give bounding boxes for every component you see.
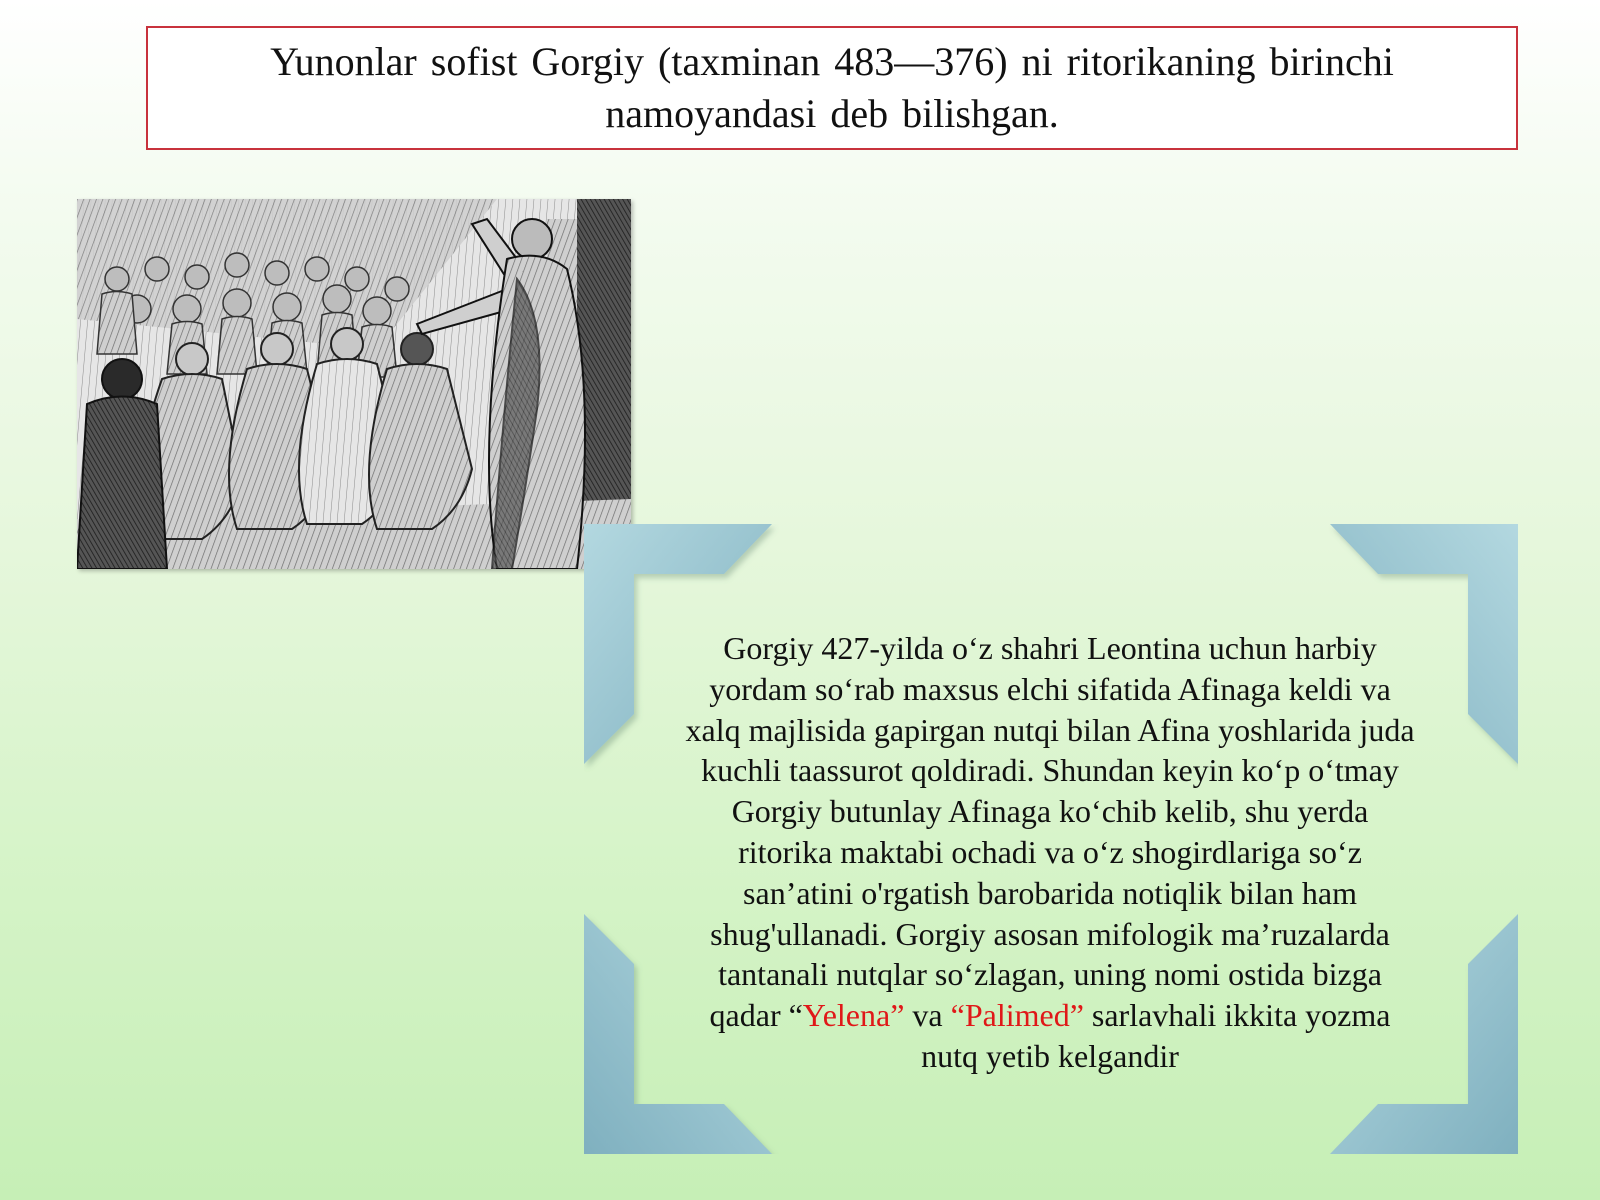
- body-line: yordam so‘rab maxsus elchi sifatida Afinaga keldi va: [709, 670, 1391, 707]
- body-line: tantanali nutqlar so‘zlagan, uning nomi ostida bizga: [718, 956, 1382, 993]
- greek-orator-engraving-icon: [77, 199, 631, 569]
- gorgiy-biography: [600, 628, 1500, 1077]
- body-line: kuchli taassurot qoldiradi. Shundan keyin ko‘p o‘tmay: [701, 752, 1399, 789]
- body-line: Gorgiy 427-yilda o‘z shahri Leontina uchun harbiy: [723, 630, 1377, 666]
- body-line: Gorgiy butunlay Afinaga ko‘chib kelib, shu yerda: [731, 793, 1369, 830]
- body-line-mid: va: [904, 997, 951, 1034]
- body-line: san’atini o'rgatish barobarida notiqlik bilan ham: [743, 874, 1357, 911]
- work-title-yelena: Yelena”: [802, 997, 905, 1034]
- body-line-post: sarlavhali ikkita yozma: [1083, 997, 1391, 1034]
- slide-title: [270, 36, 1394, 140]
- title-line-1: Yunonlar sofist Gorgiy (taxminan 483—376) ni ritorikaning birinchi: [270, 39, 1394, 84]
- body-line-pre: qadar “: [709, 997, 803, 1034]
- body-line: xalq majlisida gapirgan nutqi bilan Afina yoshlarida juda: [685, 711, 1415, 748]
- body-line: shug'ullanadi. Gorgiy asosan mifologik ma’ruzalarda: [710, 915, 1390, 952]
- work-title-palimed: “Palimed”: [950, 997, 1084, 1034]
- title-box: [146, 26, 1518, 150]
- title-line-2: namoyandasi deb bilishgan.: [605, 91, 1059, 136]
- body-line: ritorika maktabi ochadi va o‘z shogirdlariga so‘z: [738, 833, 1362, 870]
- body-line-last: nutq yetib kelgandir: [921, 1037, 1179, 1074]
